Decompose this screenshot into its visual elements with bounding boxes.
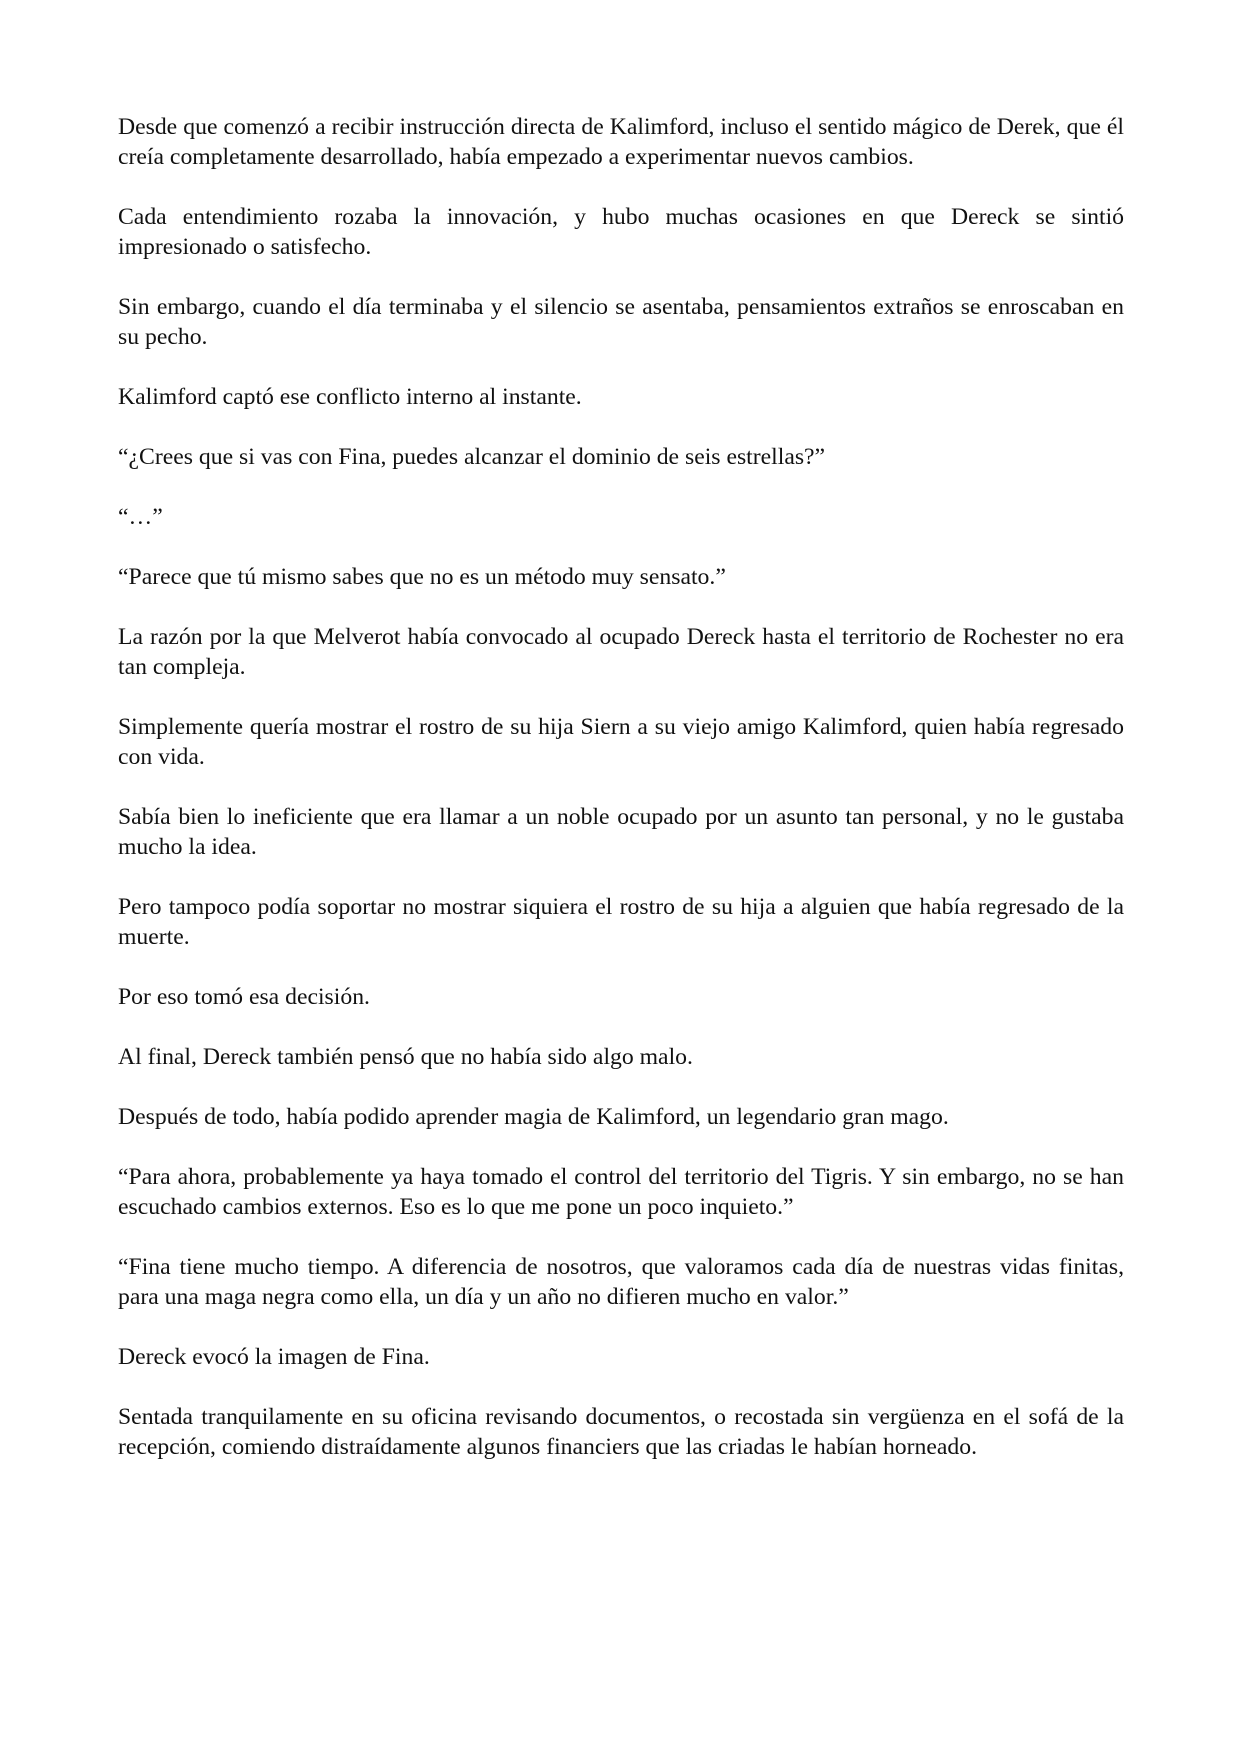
paragraph: La razón por la que Melverot había convocado al ocupado Dereck hasta el territorio de Rochester no era tan compleja. <box>118 624 1124 680</box>
dialogue-line: “…” <box>118 504 163 530</box>
dialogue-line: “Parece que tú mismo sabes que no es un método muy sensato.” <box>118 564 726 590</box>
paragraph: Simplemente quería mostrar el rostro de su hija Siern a su viejo amigo Kalimford, quien había regresado con vida. <box>118 714 1124 770</box>
paragraph: Desde que comenzó a recibir instrucción directa de Kalimford, incluso el sentido mágico de Derek, que él creía completamente desarrollado, había empezado a experimentar nuevos cambios. <box>118 114 1124 170</box>
paragraph: Después de todo, había podido aprender magia de Kalimford, un legendario gran mago. <box>118 1104 949 1130</box>
dialogue-line: “¿Crees que si vas con Fina, puedes alcanzar el dominio de seis estrellas?” <box>118 444 826 470</box>
paragraph: Pero tampoco podía soportar no mostrar siquiera el rostro de su hija a alguien que había regresado de la muerte. <box>118 894 1124 950</box>
paragraph: Kalimford captó ese conflicto interno al instante. <box>118 384 582 410</box>
paragraph: Por eso tomó esa decisión. <box>118 984 370 1010</box>
document-page <box>118 112 1124 1492</box>
dialogue-line: “Para ahora, probablemente ya haya tomado el control del territorio del Tigris. Y sin embargo, no se han escuchado cambios externos. Eso es lo que me pone un poco inquieto.” <box>118 1164 1124 1220</box>
paragraph: Cada entendimiento rozaba la innovación, y hubo muchas ocasiones en que Dereck se sintió impresionado o satisfecho. <box>118 204 1124 260</box>
paragraph: Dereck evocó la imagen de Fina. <box>118 1344 430 1370</box>
paragraph: Sabía bien lo ineficiente que era llamar a un noble ocupado por un asunto tan personal, y no le gustaba mucho la idea. <box>118 804 1124 860</box>
paragraph: Al final, Dereck también pensó que no había sido algo malo. <box>118 1044 693 1070</box>
dialogue-line: “Fina tiene mucho tiempo. A diferencia de nosotros, que valoramos cada día de nuestras vidas finitas, para una maga negra como ella, un día y un año no difieren mucho en valor.” <box>118 1254 1124 1310</box>
paragraph: Sentada tranquilamente en su oficina revisando documentos, o recostada sin vergüenza en el sofá de la recepción, comiendo distraídamente algunos financiers que las criadas le habían horneado. <box>118 1404 1124 1460</box>
paragraph: Sin embargo, cuando el día terminaba y el silencio se asentaba, pensamientos extraños se enroscaban en su pecho. <box>118 294 1124 350</box>
